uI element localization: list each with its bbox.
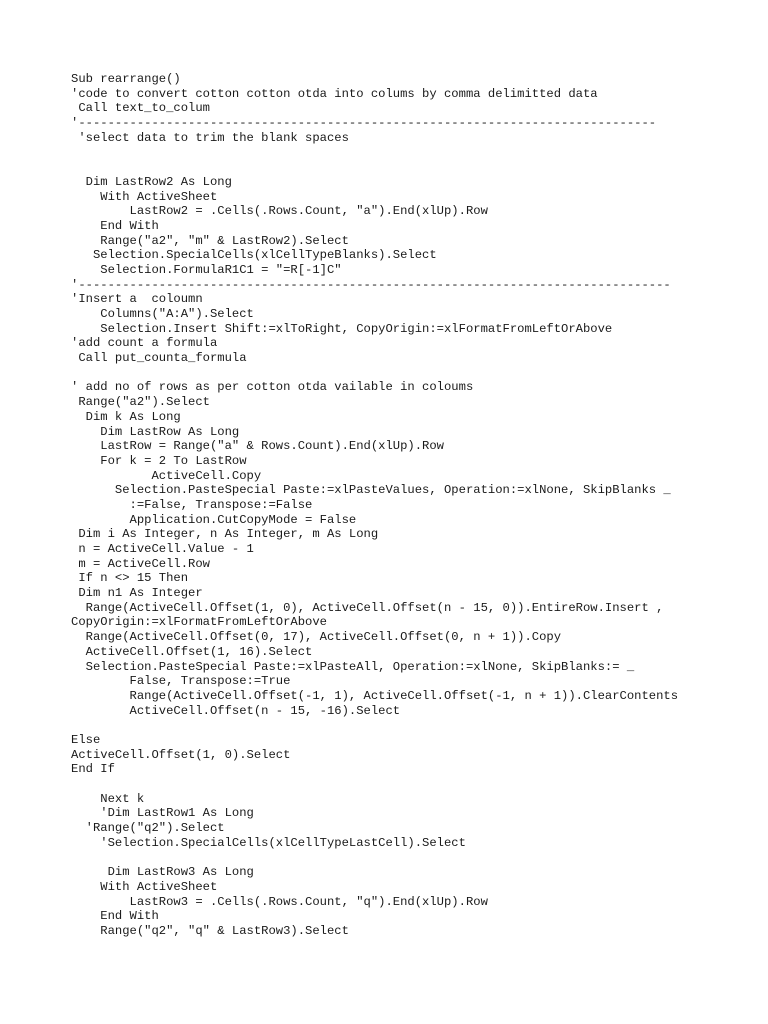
code-line: Dim LastRow2 As Long: [71, 174, 232, 189]
code-line: '---------------------------------------------------------------------------------: [71, 277, 671, 292]
code-line: '-------------------------------------------------------------------------------: [71, 116, 657, 131]
code-line: m = ActiveCell.Row: [71, 556, 210, 571]
code-line: Range("a2").Select: [71, 395, 210, 410]
code-line: Sub rearrange(): [71, 72, 181, 86]
code-line: Range(ActiveCell.Offset(0, 17), ActiveCell.Offset(0, n + 1)).Copy: [71, 630, 562, 645]
code-line: If n <> 15 Then: [71, 571, 189, 586]
code-line: LastRow3 = .Cells(.Rows.Count, "q").End(xlUp).Row: [71, 894, 488, 909]
code-line: 'add count a formula: [71, 336, 218, 351]
code-line: Dim n1 As Integer: [71, 586, 203, 601]
code-line: 'Range("q2").Select: [71, 821, 225, 836]
code-line: For k = 2 To LastRow: [71, 453, 247, 468]
code-line: With ActiveSheet: [71, 879, 218, 894]
code-line: Range("q2", "q" & LastRow3).Select: [71, 923, 349, 938]
code-line: 'code to convert cotton cotton otda into colums by comma delimitted data: [71, 86, 598, 101]
code-line: LastRow2 = .Cells(.Rows.Count, "a").End(xlUp).Row: [71, 204, 488, 219]
code-line: ActiveCell.Copy: [71, 468, 262, 483]
code-line: Call put_counta_formula: [71, 351, 247, 366]
code-line: Range(ActiveCell.Offset(-1, 1), ActiveCell.Offset(-1, n + 1)).ClearContents: [71, 688, 679, 703]
code-line: 'Insert a coloumn: [71, 292, 203, 307]
code-line: 'Selection.SpecialCells(xlCellTypeLastCell).Select: [71, 835, 466, 850]
code-line: Range("a2", "m" & LastRow2).Select: [71, 233, 349, 248]
code-line: Else: [71, 732, 101, 747]
code-line: 'select data to trim the blank spaces: [71, 130, 349, 145]
code-line: Range(ActiveCell.Offset(1, 0), ActiveCell.Offset(n - 15, 0)).EntireRow.Insert ,: [71, 600, 664, 615]
code-line: LastRow = Range("a" & Rows.Count).End(xlUp).Row: [71, 439, 444, 454]
code-line: ActiveCell.Offset(n - 15, -16).Select: [71, 703, 401, 718]
code-line: Selection.SpecialCells(xlCellTypeBlanks).Select: [71, 248, 437, 263]
code-line: Selection.Insert Shift:=xlToRight, CopyOrigin:=xlFormatFromLeftOrAbove: [71, 321, 613, 336]
code-line: Selection.FormulaR1C1 = "=R[-1]C": [71, 262, 342, 277]
code-line: End With: [71, 218, 159, 233]
code-line: CopyOrigin:=xlFormatFromLeftOrAbove: [71, 615, 327, 630]
code-line: ActiveCell.Offset(1, 16).Select: [71, 644, 313, 659]
code-line: [71, 145, 678, 160]
code-line: [71, 718, 678, 733]
code-line: [71, 160, 678, 175]
vba-code-block: [71, 72, 678, 939]
code-line: ' add no of rows as per cotton otda vailable in coloums: [71, 380, 474, 395]
code-line: [71, 850, 678, 865]
code-line: Selection.PasteSpecial Paste:=xlPasteValues, Operation:=xlNone, SkipBlanks _: [71, 483, 671, 498]
code-line: Columns("A:A").Select: [71, 307, 254, 321]
code-line: End With: [71, 909, 159, 924]
code-line: Dim LastRow As Long: [71, 424, 240, 439]
code-line: :=False, Transpose:=False: [71, 497, 313, 512]
code-line: Dim k As Long: [71, 409, 181, 424]
code-line: Application.CutCopyMode = False: [71, 512, 357, 527]
code-line: [71, 777, 678, 792]
code-line: Dim LastRow3 As Long: [71, 865, 254, 880]
code-line: False, Transpose:=True: [71, 674, 291, 689]
code-line: With ActiveSheet: [71, 189, 218, 204]
code-line: End If: [71, 762, 115, 777]
code-line: [71, 366, 678, 381]
code-line: n = ActiveCell.Value - 1: [71, 542, 254, 556]
code-line: Next k: [71, 791, 145, 806]
code-line: ActiveCell.Offset(1, 0).Select: [71, 747, 291, 762]
code-line: 'Dim LastRow1 As Long: [71, 806, 254, 821]
code-line: Dim i As Integer, n As Integer, m As Long: [71, 527, 379, 542]
code-line: Call text_to_colum: [71, 101, 210, 116]
code-line: Selection.PasteSpecial Paste:=xlPasteAll, Operation:=xlNone, SkipBlanks:= _: [71, 659, 635, 674]
